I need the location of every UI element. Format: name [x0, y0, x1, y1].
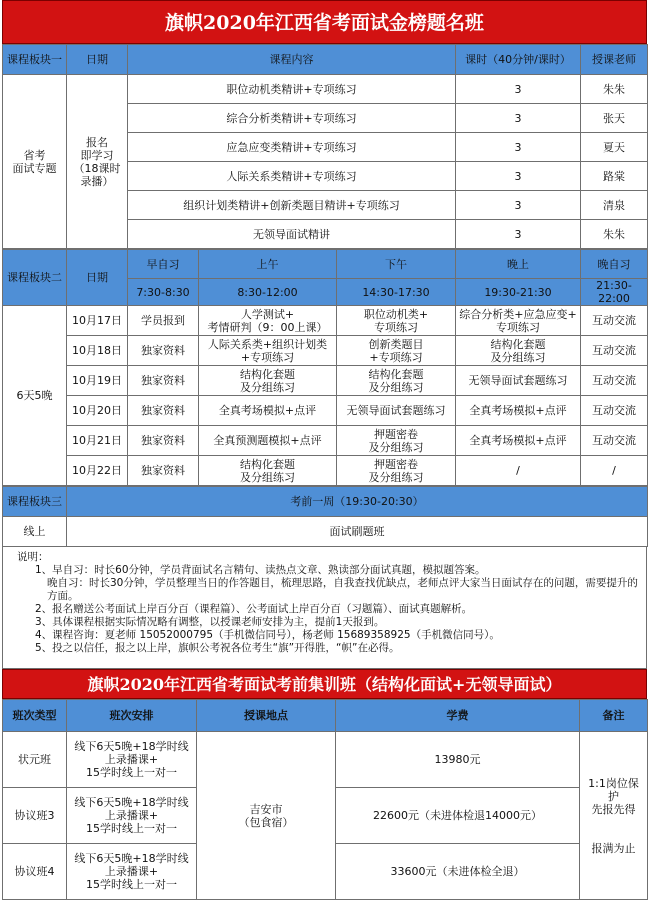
course-hours: 3 [456, 220, 581, 249]
module3-label: 课程板块三 [3, 487, 67, 517]
schedule-cell: 学员报到 [128, 306, 199, 336]
schedule-cell: 独家资料 [128, 366, 199, 396]
schedule-cell: 独家资料 [128, 396, 199, 426]
course-teacher: 朱朱 [581, 75, 648, 104]
note-item: 2、报名赠送公考面试上岸百分百（课程篇）、公考面试上岸百分百（习题篇）、面试真题解析。 [35, 603, 473, 615]
schedule-cell: 人际关系类+组织计划类 +专项练习 [199, 336, 337, 366]
module1-date-label: 报名 即学习 （18课时 录播） [67, 75, 128, 249]
class-fee: 13980元 [336, 732, 580, 788]
schedule-date: 10月22日 [67, 456, 128, 486]
course-teacher: 清泉 [581, 191, 648, 220]
class-type: 协议班4 [3, 844, 67, 900]
course-content: 无领导面试精讲 [128, 220, 456, 249]
schedule-cell: 独家资料 [128, 336, 199, 366]
class-plan: 线下6天5晚+18学时线 上录播课+ 15学时线上一对一 [67, 732, 197, 788]
class-plan: 线下6天5晚+18学时线 上录播课+ 15学时线上一对一 [67, 844, 197, 900]
module3-table [2, 486, 648, 547]
schedule-cell: 独家资料 [128, 456, 199, 486]
schedule-cell: 无领导面试套题练习 [337, 396, 456, 426]
time-evening: 19:30-21:30 [456, 279, 581, 306]
schedule-cell: 全真考场模拟+点评 [456, 396, 581, 426]
note-item: 1、早自习：时长60分钟，学员背面试名言精句、读热点文章、熟读部分面试真题，模拟题答案。 [35, 564, 486, 576]
page-title: 旗帜2020年江西省考面试金榜题名班 [2, 0, 647, 44]
schedule-cell: 押题密卷 及分组练习 [337, 426, 456, 456]
schedule-cell: 全真考场模拟+点评 [199, 396, 337, 426]
course-content: 综合分析类精讲+专项练习 [128, 104, 456, 133]
schedule-cell: 综合分析类+应急应变+ 专项练习 [456, 306, 581, 336]
note-item: 晚自习：时长30分钟，学员整理当日的作答题目，梳理思路，自我查找优缺点，老师点评大家当日面试存在的问题，需要提升的方面。 [47, 577, 638, 602]
module1-table [2, 44, 648, 249]
schedule-cell: 互动交流 [581, 396, 648, 426]
header-fee: 学费 [336, 700, 580, 732]
header-hours: 课时（40分钟/课时） [456, 45, 581, 75]
period-early: 早自习 [128, 250, 199, 279]
time-afternoon: 14:30-17:30 [337, 279, 456, 306]
course-content: 应急应变类精讲+专项练习 [128, 133, 456, 162]
online-label: 线上 [3, 517, 67, 547]
course-teacher: 朱朱 [581, 220, 648, 249]
schedule-date: 10月18日 [67, 336, 128, 366]
course-teacher: 张天 [581, 104, 648, 133]
module2-block-label: 6天5晚 [3, 306, 67, 486]
module3-value: 考前一周（19:30-20:30） [67, 487, 648, 517]
course-content: 职位动机类精讲+专项练习 [128, 75, 456, 104]
schedule-cell: 互动交流 [581, 426, 648, 456]
schedule-cell: 人学测试+ 考情研判（9：00上课） [199, 306, 337, 336]
class-fee: 22600元（未进体检退14000元） [336, 788, 580, 844]
class-type: 协议班3 [3, 788, 67, 844]
schedule-cell: 结构化套题 及分组练习 [199, 366, 337, 396]
schedule-cell: 独家资料 [128, 426, 199, 456]
schedule-cell: 全真预测题模拟+点评 [199, 426, 337, 456]
schedule-cell: 押题密卷 及分组练习 [337, 456, 456, 486]
online-value: 面试刷题班 [67, 517, 648, 547]
course-hours: 3 [456, 162, 581, 191]
schedule-date: 10月21日 [67, 426, 128, 456]
schedule-date: 10月17日 [67, 306, 128, 336]
header-date: 日期 [67, 45, 128, 75]
course-hours: 3 [456, 104, 581, 133]
class-location: 吉安市 （包食宿） [197, 732, 336, 900]
time-early: 7:30-8:30 [128, 279, 199, 306]
pricing-table [2, 699, 648, 900]
header-class-plan: 班次安排 [67, 700, 197, 732]
time-morning: 8:30-12:00 [199, 279, 337, 306]
schedule-cell: 互动交流 [581, 336, 648, 366]
schedule-date: 10月20日 [67, 396, 128, 426]
header-content: 课程内容 [128, 45, 456, 75]
period-afternoon: 下午 [337, 250, 456, 279]
schedule-cell: / [456, 456, 581, 486]
schedule-cell: 全真考场模拟+点评 [456, 426, 581, 456]
period-evening: 晚上 [456, 250, 581, 279]
schedule-cell: 职位动机类+ 专项练习 [337, 306, 456, 336]
module2-table [2, 249, 648, 486]
schedule-cell: 结构化套题 及分组练习 [199, 456, 337, 486]
header-location: 授课地点 [197, 700, 336, 732]
module2-label: 课程板块二 [3, 250, 67, 306]
header-class-type: 班次类型 [3, 700, 67, 732]
schedule-date: 10月19日 [67, 366, 128, 396]
note-item: 4、课程咨询：夏老师 15052000795（手机微信同号），杨老师 15689358925（手机微信同号）。 [35, 629, 500, 641]
time-night: 21:30-22:00 [581, 279, 648, 306]
class-type: 状元班 [3, 732, 67, 788]
class-remark: 1:1岗位保 护 先报先得 报满为止 [580, 732, 648, 900]
module1-block-label: 省考 面试专题 [3, 75, 67, 249]
period-morning: 上午 [199, 250, 337, 279]
schedule-cell: / [581, 456, 648, 486]
header-teacher: 授课老师 [581, 45, 648, 75]
note-item: 5、投之以信任，报之以上岸，旗帜公考祝各位考生“旗”开得胜，“帜”在必得。 [35, 642, 400, 654]
schedule-page [2, 0, 647, 900]
course-content: 组织计划类精讲+创新类题目精讲+专项练习 [128, 191, 456, 220]
course-hours: 3 [456, 133, 581, 162]
course-hours: 3 [456, 75, 581, 104]
course-hours: 3 [456, 191, 581, 220]
schedule-cell: 互动交流 [581, 306, 648, 336]
notes-title: 说明： [17, 551, 49, 563]
class-fee: 33600元（未进体检全退） [336, 844, 580, 900]
notes-section [2, 547, 647, 669]
period-night: 晚自习 [581, 250, 648, 279]
course-teacher: 路棠 [581, 162, 648, 191]
course-teacher: 夏天 [581, 133, 648, 162]
section2-title: 旗帜2020年江西省考面试考前集训班（结构化面试+无领导面试） [2, 669, 647, 699]
schedule-cell: 结构化套题 及分组练习 [456, 336, 581, 366]
course-content: 人际关系类精讲+专项练习 [128, 162, 456, 191]
module2-date-header: 日期 [67, 250, 128, 306]
schedule-cell: 创新类题目 +专项练习 [337, 336, 456, 366]
schedule-cell: 互动交流 [581, 366, 648, 396]
note-item: 3、具体课程根据实际情况略有调整，以授课老师安排为主，提前1天报到。 [35, 616, 385, 628]
header-module1: 课程板块一 [3, 45, 67, 75]
class-plan: 线下6天5晚+18学时线 上录播课+ 15学时线上一对一 [67, 788, 197, 844]
schedule-cell: 结构化套题 及分组练习 [337, 366, 456, 396]
header-remark: 备注 [580, 700, 648, 732]
schedule-cell: 无领导面试套题练习 [456, 366, 581, 396]
